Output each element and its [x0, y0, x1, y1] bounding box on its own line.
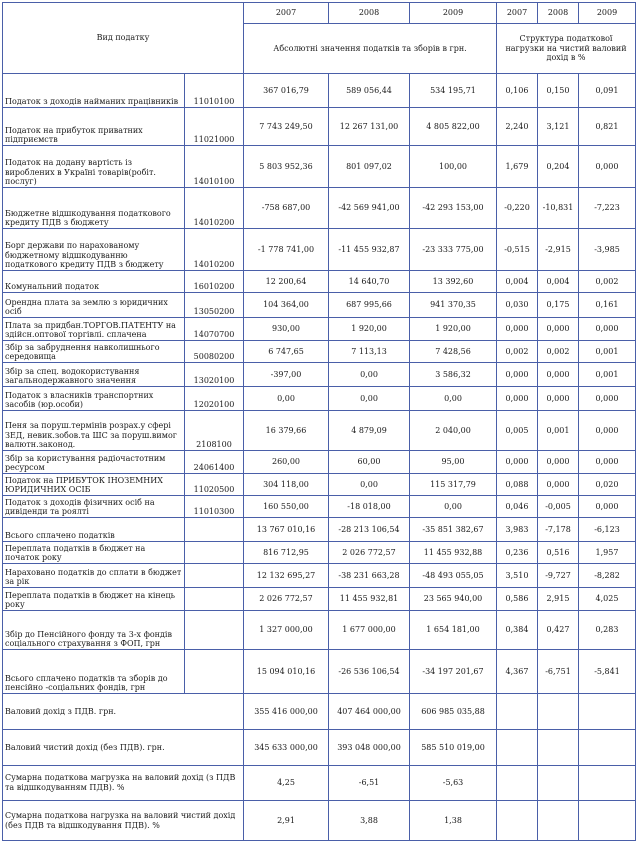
row-pct-value: -0,220: [497, 188, 538, 229]
row-pct-value: 0,000: [579, 411, 636, 451]
row-name: Комунальний податок: [3, 271, 185, 293]
table-row: [3, 496, 636, 518]
row-pct-value: 1,679: [497, 146, 538, 188]
row-abs-value: 1 327 000,00: [244, 611, 329, 650]
row-pct-value: 0,004: [538, 271, 579, 293]
row-name: Збір за забруднення навколишнього середовища: [3, 341, 185, 363]
row-name: Податок на ПРИБУТОК ІНОЗЕМНИХ ЮРИДИЧНИХ ОСІБ: [3, 474, 185, 496]
row-pct-value: 0,088: [497, 474, 538, 496]
summary-pct-empty: [497, 801, 538, 841]
summary-pct-empty: [538, 694, 579, 730]
summary-row: [3, 730, 636, 766]
summary-abs-value: 1,38: [410, 801, 497, 841]
row-pct-value: -9,727: [538, 564, 579, 588]
row-pct-value: 0,000: [538, 474, 579, 496]
row-abs-value: 7 743 249,50: [244, 108, 329, 146]
summary-row: [3, 694, 636, 730]
row-pct-value: 0,161: [579, 293, 636, 318]
table-row: [3, 650, 636, 694]
table-row: [3, 188, 636, 229]
summary-abs-value: 585 510 019,00: [410, 730, 497, 766]
header-year-abs-2008: 2008: [329, 3, 410, 24]
row-pct-value: 0,000: [497, 318, 538, 341]
row-abs-value: 0,00: [410, 387, 497, 411]
row-pct-value: -0,515: [497, 229, 538, 271]
row-pct-value: 3,121: [538, 108, 579, 146]
row-code: 11010100: [185, 74, 244, 108]
row-pct-value: 0,002: [579, 271, 636, 293]
row-pct-value: 0,000: [538, 318, 579, 341]
row-abs-value: 4 879,09: [329, 411, 410, 451]
row-abs-value: 1 677 000,00: [329, 611, 410, 650]
row-pct-value: 3,510: [497, 564, 538, 588]
table-row: [3, 588, 636, 611]
row-abs-value: 12 132 695,27: [244, 564, 329, 588]
table-row: [3, 341, 636, 363]
row-code: 24061400: [185, 451, 244, 474]
row-pct-value: -7,178: [538, 518, 579, 542]
row-abs-value: 930,00: [244, 318, 329, 341]
table-row: [3, 74, 636, 108]
summary-pct-empty: [579, 730, 636, 766]
row-abs-value: 0,00: [410, 496, 497, 518]
row-code: [185, 542, 244, 564]
row-name: Бюджетне відшкодування податкового кредиту ПДВ з бюджету: [3, 188, 185, 229]
summary-abs-value: 407 464 000,00: [329, 694, 410, 730]
row-abs-value: 6 747,65: [244, 341, 329, 363]
row-abs-value: -28 213 106,54: [329, 518, 410, 542]
row-abs-value: 589 056,44: [329, 74, 410, 108]
row-name: Податок з доходів найманих працівників: [3, 74, 185, 108]
row-pct-value: 1,957: [579, 542, 636, 564]
table-row: [3, 611, 636, 650]
summary-pct-empty: [538, 801, 579, 841]
row-abs-value: 1 920,00: [410, 318, 497, 341]
row-pct-value: -10,831: [538, 188, 579, 229]
row-pct-value: 0,000: [579, 496, 636, 518]
row-abs-value: -42 569 941,00: [329, 188, 410, 229]
row-pct-value: 0,283: [579, 611, 636, 650]
table-row: [3, 229, 636, 271]
row-name: Переплата податків в бюджет на кінець року: [3, 588, 185, 611]
row-pct-value: -7,223: [579, 188, 636, 229]
row-code: 50080200: [185, 341, 244, 363]
row-pct-value: 0,001: [579, 363, 636, 387]
row-pct-value: 3,983: [497, 518, 538, 542]
row-abs-value: 260,00: [244, 451, 329, 474]
row-abs-value: 816 712,95: [244, 542, 329, 564]
table-row: [3, 411, 636, 451]
row-abs-value: 2 040,00: [410, 411, 497, 451]
summary-pct-empty: [579, 694, 636, 730]
row-pct-value: 0,000: [538, 451, 579, 474]
header-year-pct-2007: 2007: [497, 3, 538, 24]
row-pct-value: 4,367: [497, 650, 538, 694]
row-pct-value: 0,106: [497, 74, 538, 108]
row-pct-value: 4,025: [579, 588, 636, 611]
row-name: Орендна плата за землю з юридичних осіб: [3, 293, 185, 318]
row-abs-value: 7 113,13: [329, 341, 410, 363]
summary-abs-value: -6,51: [329, 766, 410, 801]
row-abs-value: -38 231 663,28: [329, 564, 410, 588]
row-abs-value: 7 428,56: [410, 341, 497, 363]
summary-abs-value: -5,63: [410, 766, 497, 801]
row-pct-value: 0,384: [497, 611, 538, 650]
row-abs-value: 4 805 822,00: [410, 108, 497, 146]
row-abs-value: 23 565 940,00: [410, 588, 497, 611]
row-abs-value: 304 118,00: [244, 474, 329, 496]
row-pct-value: 0,586: [497, 588, 538, 611]
table-row: [3, 564, 636, 588]
table-row: [3, 363, 636, 387]
summary-abs-value: 4,25: [244, 766, 329, 801]
row-abs-value: 13 392,60: [410, 271, 497, 293]
row-pct-value: 0,175: [538, 293, 579, 318]
row-pct-value: 0,000: [497, 451, 538, 474]
row-name: Податок з доходів фізичних осіб на дивіденди та роялті: [3, 496, 185, 518]
row-pct-value: 0,821: [579, 108, 636, 146]
row-pct-value: 0,000: [497, 363, 538, 387]
row-abs-value: 13 767 010,16: [244, 518, 329, 542]
row-pct-value: -6,751: [538, 650, 579, 694]
row-pct-value: 0,204: [538, 146, 579, 188]
row-abs-value: 367 016,79: [244, 74, 329, 108]
row-pct-value: -8,282: [579, 564, 636, 588]
summary-pct-empty: [497, 694, 538, 730]
row-abs-value: -397,00: [244, 363, 329, 387]
row-abs-value: -26 536 106,54: [329, 650, 410, 694]
row-abs-value: 12 267 131,00: [329, 108, 410, 146]
row-code: [185, 588, 244, 611]
row-abs-value: 687 995,66: [329, 293, 410, 318]
row-abs-value: 14 640,70: [329, 271, 410, 293]
row-abs-value: 0,00: [244, 387, 329, 411]
row-pct-value: 0,516: [538, 542, 579, 564]
row-abs-value: 11 455 932,88: [410, 542, 497, 564]
row-abs-value: 941 370,35: [410, 293, 497, 318]
row-abs-value: -23 333 775,00: [410, 229, 497, 271]
row-abs-value: 60,00: [329, 451, 410, 474]
row-abs-value: 160 550,00: [244, 496, 329, 518]
row-abs-value: 95,00: [410, 451, 497, 474]
row-abs-value: 100,00: [410, 146, 497, 188]
row-code: 14070700: [185, 318, 244, 341]
tax-table: [2, 2, 636, 841]
row-code: [185, 564, 244, 588]
row-code: 14010200: [185, 188, 244, 229]
row-pct-value: 0,030: [497, 293, 538, 318]
row-abs-value: 0,00: [329, 387, 410, 411]
summary-pct-empty: [538, 766, 579, 801]
row-pct-value: 2,240: [497, 108, 538, 146]
row-pct-value: 0,046: [497, 496, 538, 518]
summary-abs-value: 393 048 000,00: [329, 730, 410, 766]
row-abs-value: 1 654 181,00: [410, 611, 497, 650]
row-abs-value: -35 851 382,67: [410, 518, 497, 542]
summary-pct-empty: [538, 730, 579, 766]
row-code: 13050200: [185, 293, 244, 318]
row-pct-value: 0,236: [497, 542, 538, 564]
row-abs-value: 115 317,79: [410, 474, 497, 496]
row-pct-value: 0,001: [579, 341, 636, 363]
row-abs-value: -48 493 055,05: [410, 564, 497, 588]
header-abs-label: Абсолютні значення податків та зборів в грн.: [244, 24, 497, 74]
summary-row-name: Сумарна податкова магрузка на валовий дохід (з ПДВ та відшкодуванням ПДВ). %: [3, 766, 244, 801]
row-abs-value: 0,00: [329, 474, 410, 496]
row-abs-value: 104 364,00: [244, 293, 329, 318]
table-row: [3, 271, 636, 293]
row-code: 13020100: [185, 363, 244, 387]
row-code: [185, 650, 244, 694]
row-abs-value: -42 293 153,00: [410, 188, 497, 229]
summary-abs-value: 2,91: [244, 801, 329, 841]
summary-pct-empty: [579, 801, 636, 841]
table-row: [3, 542, 636, 564]
row-pct-value: 0,091: [579, 74, 636, 108]
row-name: Пеня за поруш.термінів розрах.у сфері ЗЕД, невик.зобов.та ШС за поруш.вимог валютн.законод.: [3, 411, 185, 451]
row-pct-value: 0,000: [579, 451, 636, 474]
row-abs-value: 3 586,32: [410, 363, 497, 387]
row-pct-value: 0,020: [579, 474, 636, 496]
row-code: 11010300: [185, 496, 244, 518]
row-pct-value: -6,123: [579, 518, 636, 542]
row-name: Плата за придбан.ТОРГОВ.ПАТЕНТУ на здійсн.оптової торгівлі. сплачена: [3, 318, 185, 341]
row-pct-value: 0,005: [497, 411, 538, 451]
row-abs-value: -758 687,00: [244, 188, 329, 229]
row-name: Нараховано податків до сплати в бюджет за рік: [3, 564, 185, 588]
summary-pct-empty: [497, 766, 538, 801]
row-pct-value: -3,985: [579, 229, 636, 271]
table-row: [3, 108, 636, 146]
row-pct-value: 0,000: [538, 387, 579, 411]
row-pct-value: 0,002: [497, 341, 538, 363]
summary-pct-empty: [497, 730, 538, 766]
summary-abs-value: 355 416 000,00: [244, 694, 329, 730]
row-abs-value: 0,00: [329, 363, 410, 387]
header-struct-label: Структура податкової нагрузки на чистий валовий дохід в %: [497, 24, 636, 74]
row-pct-value: 0,000: [538, 363, 579, 387]
row-code: 14010200: [185, 229, 244, 271]
row-name: Податок на прибуток приватних підприємств: [3, 108, 185, 146]
row-code: 2108100: [185, 411, 244, 451]
summary-row: [3, 801, 636, 841]
row-pct-value: 0,000: [579, 387, 636, 411]
row-code: [185, 611, 244, 650]
row-abs-value: 5 803 952,36: [244, 146, 329, 188]
row-abs-value: 15 094 010,16: [244, 650, 329, 694]
row-name: Всього сплачено податків та зборів до пенсійно -соціальних фондів, грн: [3, 650, 185, 694]
row-pct-value: 0,427: [538, 611, 579, 650]
row-abs-value: 2 026 772,57: [244, 588, 329, 611]
row-name: Всього сплачено податків: [3, 518, 185, 542]
table-row: [3, 387, 636, 411]
summary-abs-value: 606 985 035,88: [410, 694, 497, 730]
row-abs-value: 2 026 772,57: [329, 542, 410, 564]
summary-row: [3, 766, 636, 801]
header-type-label: Вид податку: [3, 3, 244, 74]
row-pct-value: 2,915: [538, 588, 579, 611]
row-abs-value: 801 097,02: [329, 146, 410, 188]
row-abs-value: -11 455 932,87: [329, 229, 410, 271]
row-code: 11020500: [185, 474, 244, 496]
row-name: Податок на додану вартість із вироблених в Україні товарів(робіт. послуг): [3, 146, 185, 188]
row-abs-value: -1 778 741,00: [244, 229, 329, 271]
row-code: 12020100: [185, 387, 244, 411]
table-row: [3, 474, 636, 496]
row-name: Збір за користування радіочастотним ресурсом: [3, 451, 185, 474]
header-year-abs-2009: 2009: [410, 3, 497, 24]
row-abs-value: -18 018,00: [329, 496, 410, 518]
row-pct-value: 0,000: [579, 318, 636, 341]
summary-row-name: Сумарна податкова нагрузка на валовий чистий дохід (без ПДВ та відшкодування ПДВ). %: [3, 801, 244, 841]
row-pct-value: 0,004: [497, 271, 538, 293]
row-name: Збір за спец. водокористування загальнодержавного значення: [3, 363, 185, 387]
row-name: Податок з власників транспортних засобів (юр.особи): [3, 387, 185, 411]
row-abs-value: 534 195,71: [410, 74, 497, 108]
summary-pct-empty: [579, 766, 636, 801]
row-code: 14010100: [185, 146, 244, 188]
header-year-abs-2007: 2007: [244, 3, 329, 24]
row-abs-value: 11 455 932,81: [329, 588, 410, 611]
table-row: [3, 451, 636, 474]
row-abs-value: 1 920,00: [329, 318, 410, 341]
summary-abs-value: 345 633 000,00: [244, 730, 329, 766]
row-pct-value: -0,005: [538, 496, 579, 518]
row-pct-value: 0,150: [538, 74, 579, 108]
summary-abs-value: 3,88: [329, 801, 410, 841]
row-name: Борг держави по нарахованому бюджетному відшкодуванню податкового кредиту ПДВ з бюджету: [3, 229, 185, 271]
header-year-pct-2009: 2009: [579, 3, 636, 24]
row-abs-value: -34 197 201,67: [410, 650, 497, 694]
summary-row-name: Валовий чистий дохід (без ПДВ). грн.: [3, 730, 244, 766]
header-year-pct-2008: 2008: [538, 3, 579, 24]
row-abs-value: 16 379,66: [244, 411, 329, 451]
row-name: Переплата податків в бюджет на початок року: [3, 542, 185, 564]
row-code: 11021000: [185, 108, 244, 146]
table-row: [3, 146, 636, 188]
row-pct-value: 0,000: [497, 387, 538, 411]
summary-row-name: Валовий дохід з ПДВ. грн.: [3, 694, 244, 730]
row-abs-value: 12 200,64: [244, 271, 329, 293]
row-pct-value: -5,841: [579, 650, 636, 694]
row-pct-value: 0,000: [579, 146, 636, 188]
table-row: [3, 318, 636, 341]
row-pct-value: 0,001: [538, 411, 579, 451]
table-row: [3, 293, 636, 318]
row-pct-value: 0,002: [538, 341, 579, 363]
row-code: 16010200: [185, 271, 244, 293]
row-name: Збір до Пенсійного фонду та 3-х фондів соціального страхування з ФОП, грн: [3, 611, 185, 650]
row-code: [185, 518, 244, 542]
table-row: [3, 518, 636, 542]
row-pct-value: -2,915: [538, 229, 579, 271]
